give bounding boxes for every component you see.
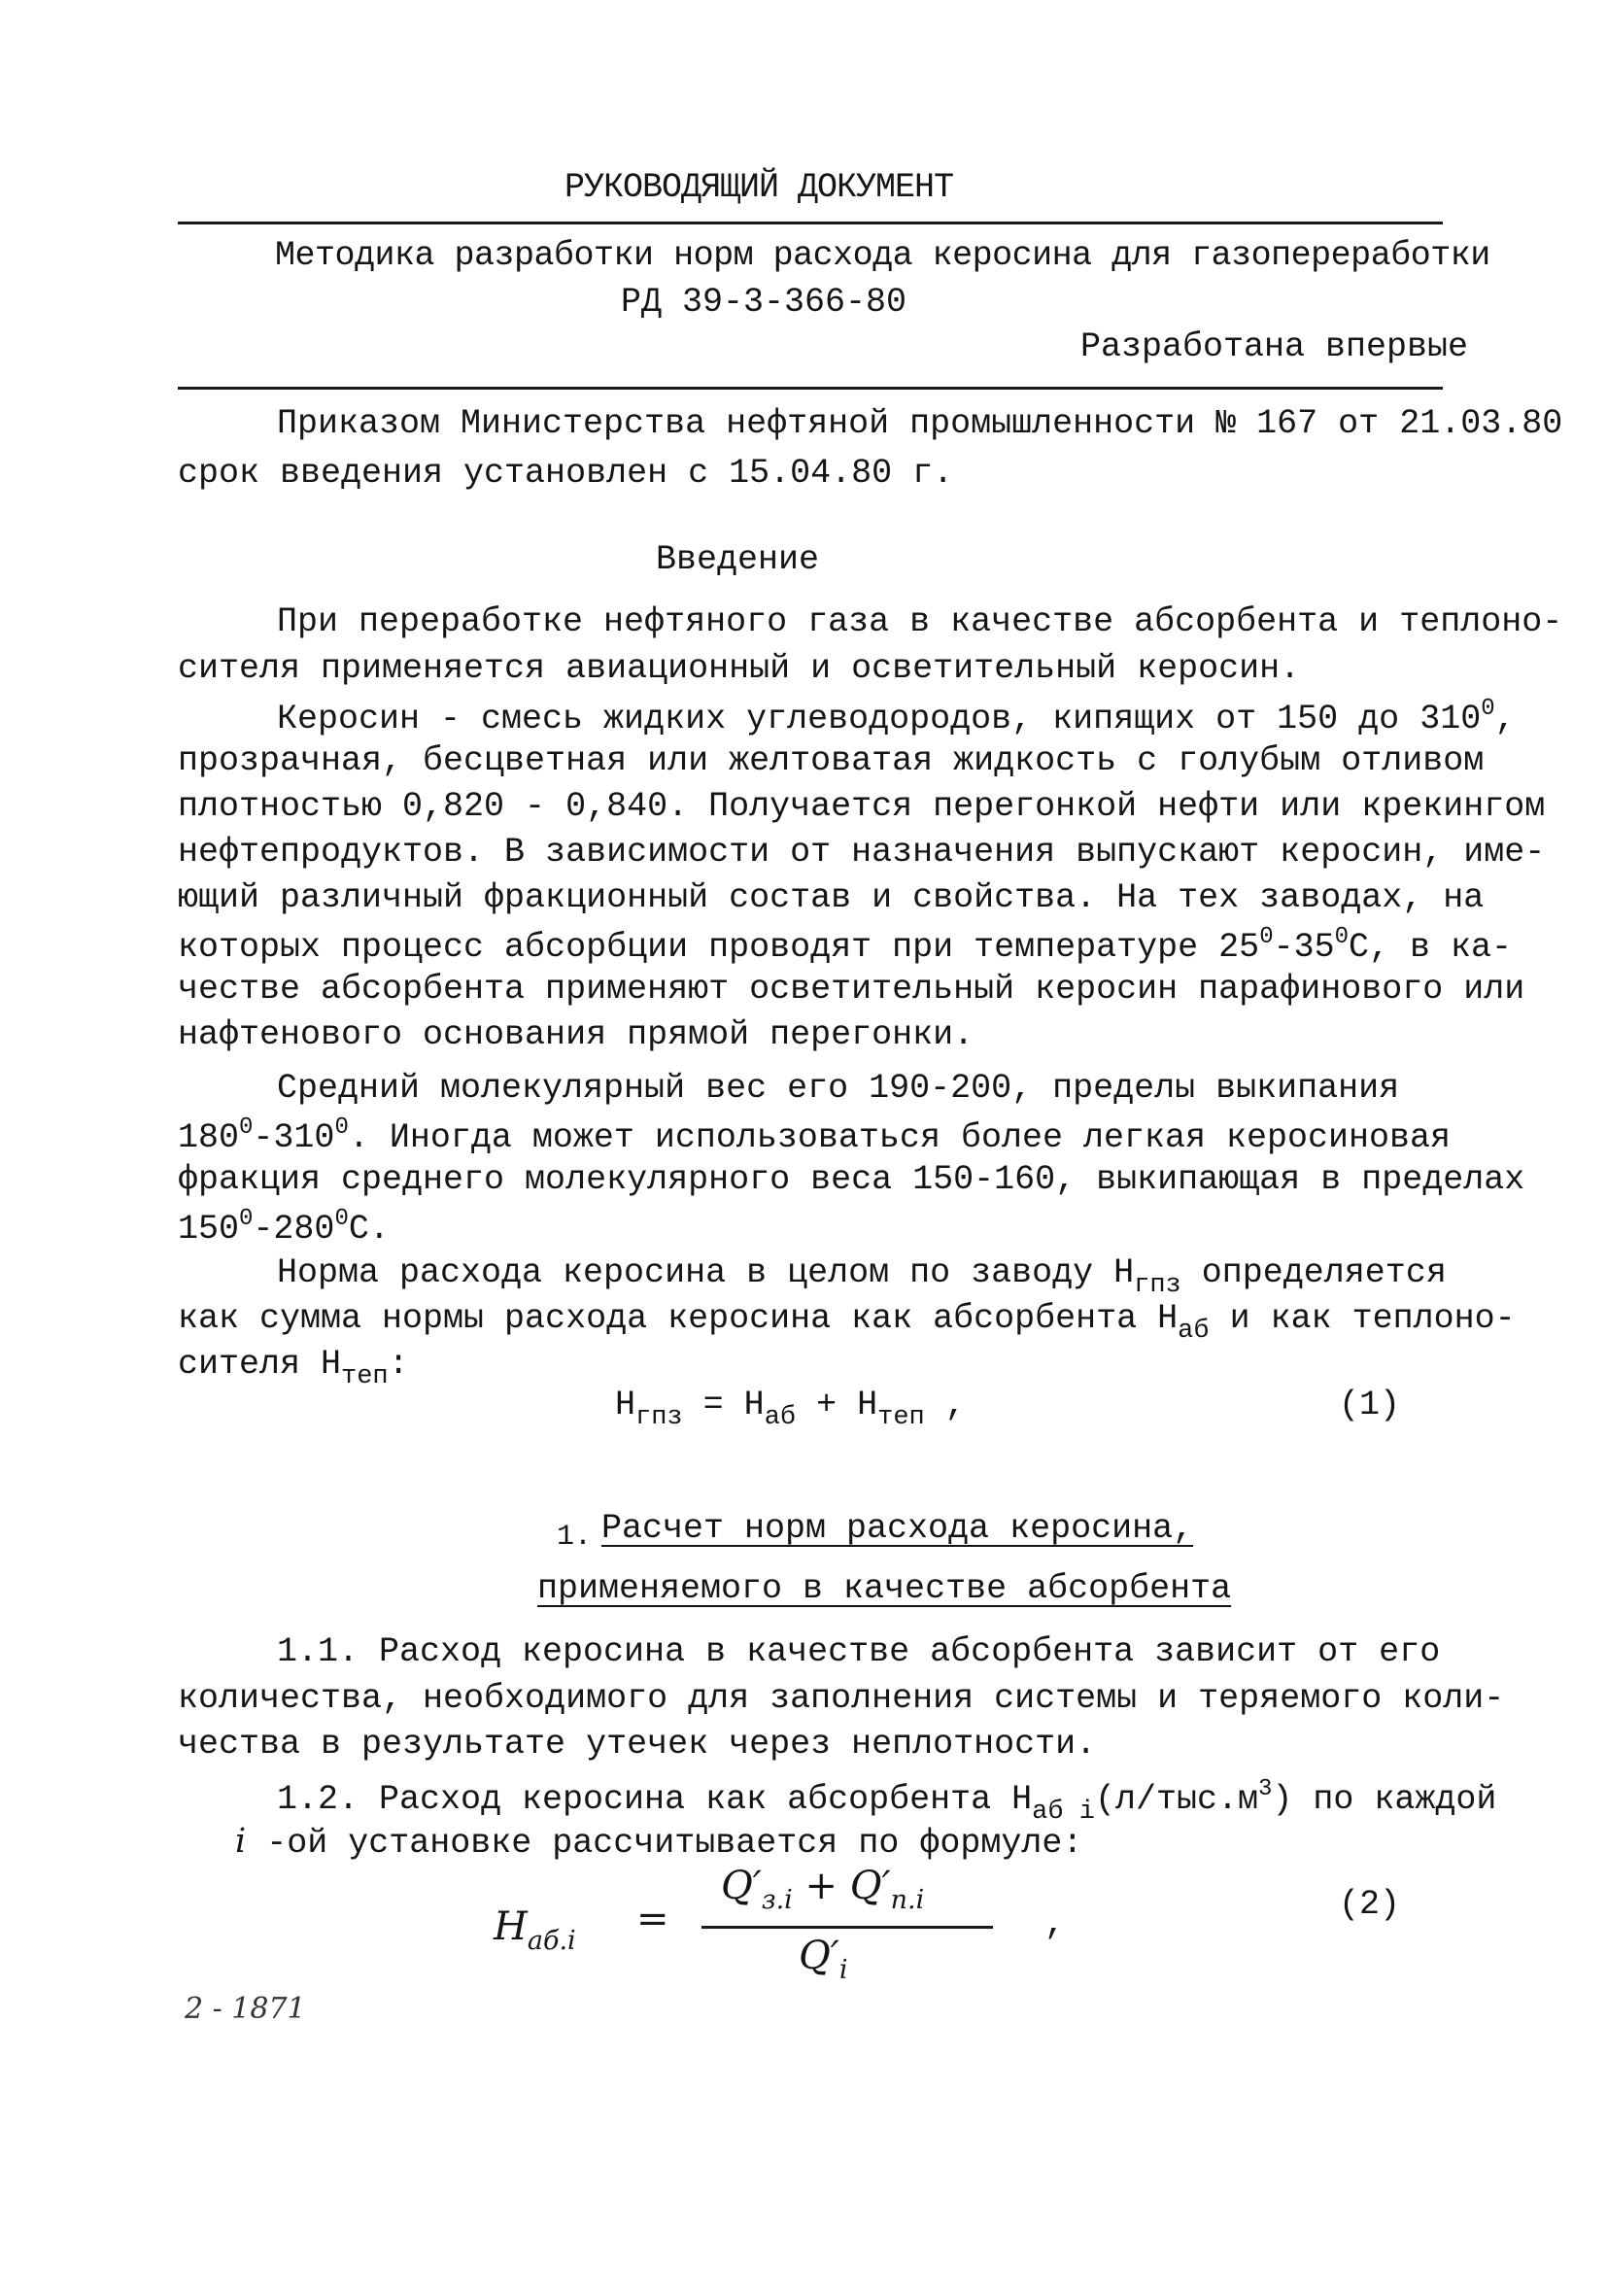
subscript: п.i	[890, 1885, 925, 1915]
formula-symbol: =	[702, 1386, 724, 1424]
doc-type: РУКОВОДЯЩИЙ ДОКУМЕНТ	[564, 168, 954, 207]
intro-p4-text: определяется	[1201, 1253, 1447, 1292]
subscript: теп	[877, 1403, 925, 1432]
formula-symbol: +	[804, 1864, 838, 1908]
subscript: теп	[341, 1362, 389, 1391]
degree-mark: 0	[239, 1114, 254, 1141]
formula-symbol: Н	[615, 1386, 636, 1424]
intro-p3-text: 180	[178, 1118, 240, 1157]
intro-p4-line	[277, 1253, 1447, 1300]
intro-p3-text: -280	[253, 1210, 335, 1249]
doc-title: Методика разработки норм расхода керосина для газопереработки	[275, 236, 1490, 275]
punctuation: ,	[1494, 700, 1516, 738]
intro-p4-line	[178, 1345, 409, 1391]
subscript: аб i	[1032, 1798, 1095, 1827]
degree-mark: 0	[334, 1206, 349, 1232]
formula-2-comma: ,	[1044, 1904, 1066, 1943]
intro-p3-line	[178, 1114, 1451, 1157]
intro-p2-line: нефтепродуктов. В зависимости от назначения выпускают керосин, име-	[178, 833, 1546, 872]
intro-p2-line: прозрачная, бесцветная или желтоватая жидкость с голубым отливом	[178, 741, 1485, 780]
intro-p1-line: При переработке нефтяного газа в качестве абсорбента и теплоно-	[277, 602, 1563, 641]
subscript: з.i	[761, 1885, 793, 1915]
section-1-p12-line	[277, 1776, 1496, 1827]
intro-p2-text: -35	[1273, 928, 1335, 967]
intro-p4-text: сителя Н	[178, 1345, 342, 1384]
formula-2-number: (2)	[1339, 1885, 1401, 1924]
intro-p4-text: Норма расхода керосина в целом по заводу Н	[277, 1253, 1135, 1292]
intro-p2-line: плотностью 0,820 - 0,840. Получается перегонкой нефти или крекингом	[178, 787, 1546, 826]
section-1-p11-line: 1.1. Расход керосина в качестве абсорбента зависит от его	[277, 1632, 1441, 1671]
section-1-p12-line	[235, 1822, 1082, 1863]
intro-p3-line	[178, 1206, 390, 1249]
header-rule-bottom	[178, 387, 1443, 390]
intro-p2-line	[178, 924, 1512, 967]
intro-p3-line: Средний молекулярный вес его 190-200, пределы выкипания	[277, 1069, 1400, 1108]
section-1-title-line-2: применяемого в качестве абсорбента	[537, 1569, 1232, 1608]
formula-symbol: Н	[743, 1386, 765, 1424]
subscript: аб	[764, 1403, 797, 1432]
intro-heading: Введение	[656, 540, 820, 579]
section-1-p12-text: 1.2. Расход керосина как абсорбента Н	[277, 1780, 1033, 1819]
section-1-p11-line: количества, необходимого для заполнения системы и теряемого коли-	[178, 1679, 1505, 1718]
intro-p4-line	[178, 1299, 1516, 1346]
subscript: аб.i	[527, 1926, 576, 1956]
intro-p2-line: нафтенового основания прямой перегонки.	[178, 1015, 974, 1054]
intro-p3-line: фракция среднего молекулярного веса 150-160, выкипающая в пределах	[178, 1160, 1525, 1199]
header-rule-top	[178, 222, 1443, 224]
intro-p4-text: как сумма нормы расхода керосина как абсорбента Н	[178, 1299, 1179, 1338]
subscript: гпз	[635, 1403, 683, 1432]
intro-p1-line: сителя применяется авиационный и осветительный керосин.	[178, 649, 1301, 688]
degree-mark: 0	[1481, 696, 1495, 722]
footer-mark: 2 - 1871	[185, 1992, 306, 2026]
intro-p3-text: . Иногда может использоваться более легкая керосиновая	[348, 1118, 1452, 1157]
formula-2-equals: =	[636, 1897, 669, 1941]
intro-p3-text: 150	[178, 1210, 240, 1249]
degree-mark: 0	[1259, 924, 1274, 950]
fraction-bar	[701, 1926, 993, 1929]
formula-symbol: Н	[857, 1386, 878, 1424]
section-1-title-line-1: Расчет норм расхода керосина,	[601, 1509, 1194, 1548]
doc-code: РД 39-3-366-80	[621, 283, 907, 322]
formula-symbol: ,	[944, 1386, 966, 1424]
formula-1	[615, 1386, 966, 1432]
formula-symbol: H	[494, 1904, 528, 1949]
intro-p2-text: которых процесс абсорбции проводят при температуре 25	[178, 928, 1260, 967]
intro-p2-text: Керосин - смесь жидких углеводородов, кипящих от 150 до 310	[277, 700, 1482, 738]
doc-status: Разработана впервые	[1080, 327, 1469, 366]
intro-p2-line: честве абсорбента применяют осветительный керосин парафинового или	[178, 970, 1525, 1009]
intro-p2-line	[277, 696, 1516, 738]
formula-1-number: (1)	[1339, 1386, 1401, 1424]
superscript: 3	[1257, 1776, 1273, 1802]
formula-symbol: Q′	[799, 1934, 839, 1978]
section-1-p12-text: ) по каждой	[1272, 1780, 1497, 1819]
subscript: гпз	[1134, 1271, 1181, 1300]
section-1-p11-line: чества в результате утечек через неплотности.	[178, 1725, 1097, 1764]
degree-mark: 0	[1334, 924, 1350, 950]
order-line-2: срок введения установлен с 15.04.80 г.	[178, 454, 954, 493]
intro-p4-text: и как теплоно-	[1229, 1299, 1516, 1338]
formula-symbol: Q′	[849, 1864, 891, 1908]
section-1-p12-text: -ой установке рассчитывается по формуле:	[266, 1824, 1083, 1863]
intro-p2-line: ющий различный фракционный состав и свойства. На тех заводах, на	[178, 878, 1485, 917]
formula-symbol: +	[816, 1386, 838, 1424]
intro-p3-text: С.	[348, 1210, 390, 1249]
intro-p2-text: С, в ка-	[1349, 928, 1513, 967]
section-1-number: 1.	[557, 1521, 593, 1554]
formula-2-denominator	[799, 1934, 848, 1985]
formula-2-lhs	[494, 1904, 576, 1956]
subscript: аб	[1178, 1317, 1210, 1346]
degree-mark: 0	[239, 1206, 254, 1232]
section-1-p12-text: (л/тыс.м	[1094, 1780, 1258, 1819]
index-symbol: i	[235, 1822, 247, 1861]
formula-2-numerator	[721, 1864, 924, 1915]
subscript: i	[838, 1955, 848, 1985]
order-line-1: Приказом Министерства нефтяной промышленности № 167 от 21.03.80	[277, 404, 1563, 443]
intro-p3-text: -310	[253, 1118, 335, 1157]
formula-symbol: Q′	[721, 1864, 762, 1908]
intro-p4-text: :	[388, 1345, 409, 1384]
degree-mark: 0	[334, 1114, 349, 1141]
